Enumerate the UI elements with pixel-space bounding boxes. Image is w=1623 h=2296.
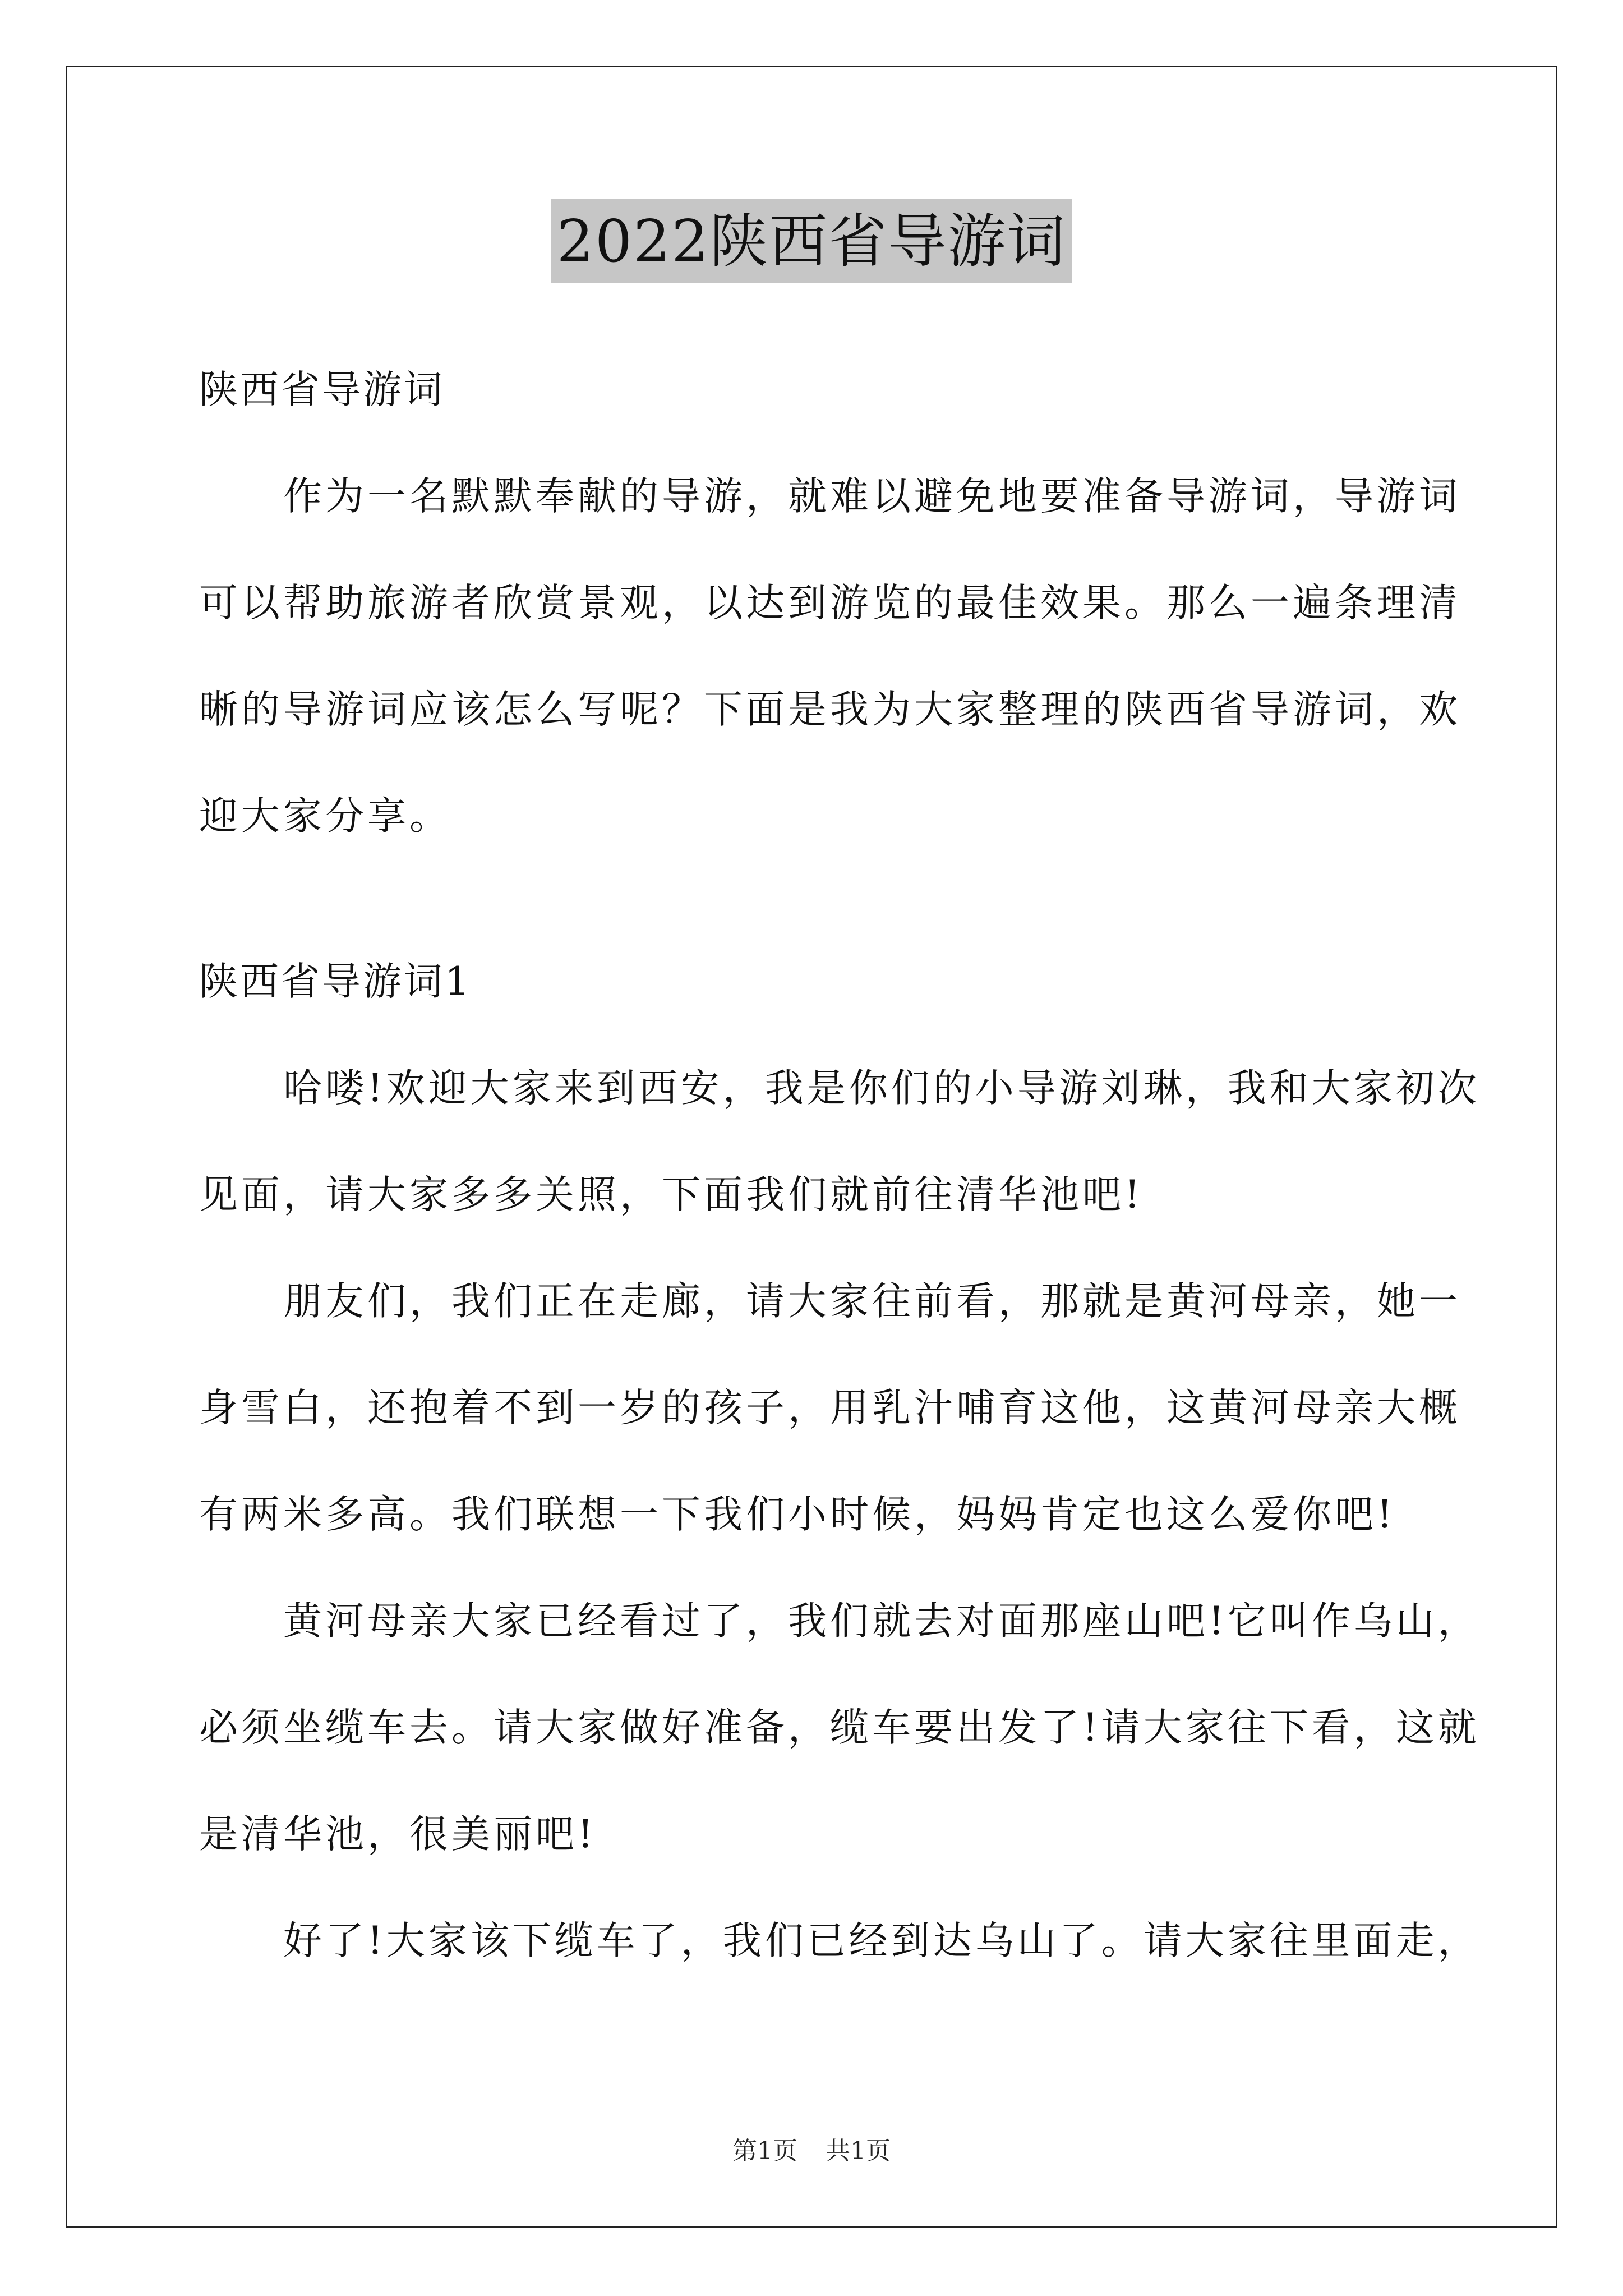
subsection-heading: 陕西省导游词1 [199,959,472,1004]
paragraph-line: 好了!大家该下缆车了，我们已经到达乌山了。请大家往里面走， [283,1918,1480,1963]
paragraph-line: 是清华池，很美丽吧! [199,1812,597,1857]
paragraph-4 [199,1888,1480,1994]
intro-line: 晰的导游词应该怎么写呢？下面是我为大家整理的陕西省导游词，欢 [199,687,1461,732]
paragraph-line: 朋友们，我们正在走廊，请大家往前看，那就是黄河母亲，她一 [283,1279,1461,1324]
paragraph-2 [199,1248,1461,1568]
intro-paragraph [199,443,1461,869]
document-body [199,337,1480,1994]
paragraph-line: 必须坐缆车去。请大家做好准备，缆车要出发了!请大家往下看，这就 [199,1705,1480,1750]
title-container [0,199,1623,283]
page-number: 第1页 [732,2137,797,2165]
page-footer [0,2134,1623,2168]
intro-line: 作为一名默默奉献的导游，就难以避免地要准备导游词，导游词 [283,474,1461,519]
paragraph-line: 黄河母亲大家已经看过了，我们就去对面那座山吧!它叫作乌山， [283,1599,1480,1644]
page-total: 共1页 [826,2137,891,2165]
intro-line: 可以帮助旅游者欣赏景观，以达到游览的最佳效果。那么一遍条理清 [199,581,1461,625]
document-title: 2022陕西省导游词 [551,199,1072,283]
intro-line: 迎大家分享。 [199,794,451,839]
paragraph-1 [199,1035,1480,1248]
section-gap [199,869,1427,928]
paragraph-line: 身雪白，还抱着不到一岁的孩子，用乳汁哺育这他，这黄河母亲大概 [199,1386,1461,1430]
paragraph-line: 见面，请大家多多关照，下面我们就前往清华池吧! [199,1172,1144,1217]
paragraph-line: 有两米多高。我们联想一下我们小时候，妈妈肯定也这么爱你吧! [199,1492,1396,1537]
paragraph-line: 哈喽!欢迎大家来到西安，我是你们的小导游刘琳，我和大家初次 [283,1066,1480,1111]
section-heading: 陕西省导游词 [199,367,445,412]
paragraph-3 [199,1568,1480,1888]
